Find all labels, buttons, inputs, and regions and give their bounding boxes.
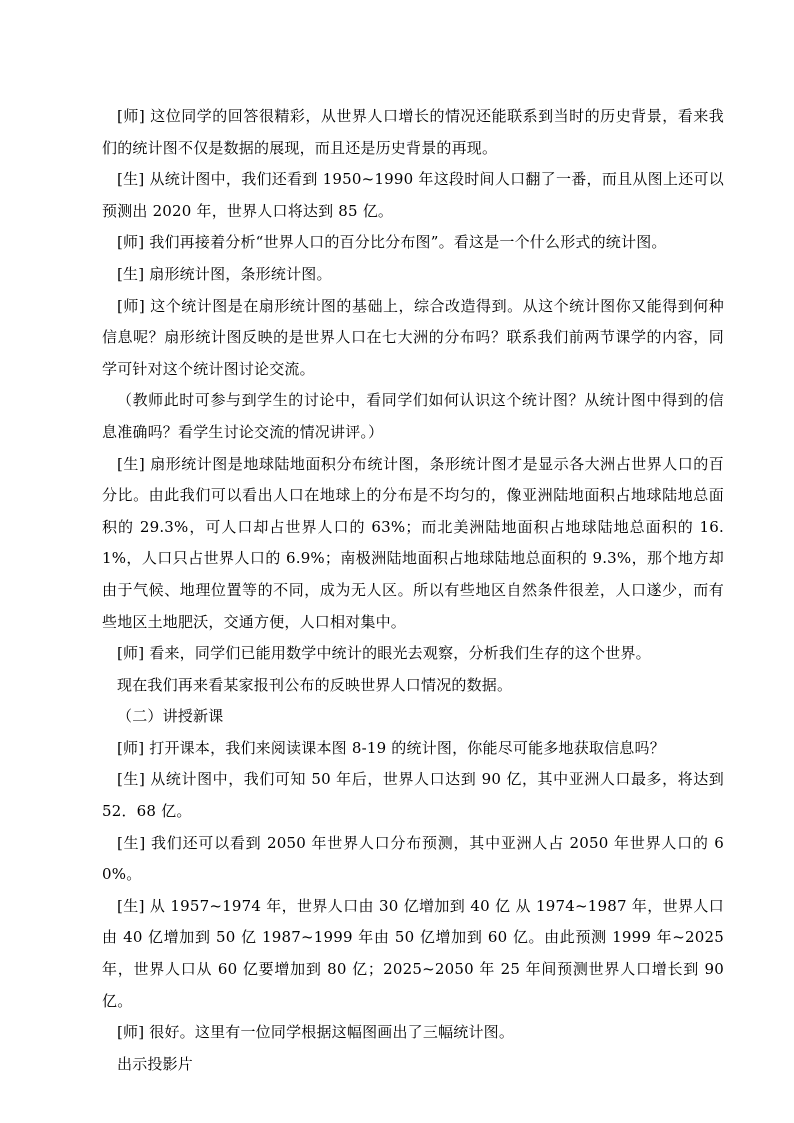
paragraph-teacher-comment: [师] 这位同学的回答很精彩，从世界人口增长的情况还能联系到当时的历史背景，看来我们的统计图不仅是数据的展现，而且还是历史背景的再现。	[102, 107, 724, 157]
paragraph-student-chart-types: [生] 扇形统计图，条形统计图。	[117, 264, 332, 283]
document-body	[102, 101, 724, 1080]
paragraph-teacher-summary: [师] 看来，同学们已能用数学中统计的眼光去观察，分析我们生存的这个世界。	[117, 644, 651, 663]
paragraph-student-distribution: [生] 扇形统计图是地球陆地面积分布统计图，条形统计图才是显示各大洲占世界人口的百分比。由此我们可以看出人口在地球上的分布是不均匀的，像亚洲陆地面积占地球陆地总面积的 29.3%，可人口却占世界人口的 63%；而北美洲陆地面积占地球陆地总面积的 16.1%，人口只占世界人口的 6.9%；南极洲陆地面积占地球陆地总面积的 9.3%，那个地方却由于气候、地理位置等的不同，成为无人区。所以有些地区自然条件很差，人口遂少，而有些地区土地肥沃，交通方便，人口相对集中。	[102, 454, 724, 631]
paragraph-student-population-doubling: [生] 从统计图中，我们还看到 1950~1990 年这段时间人口翻了一番，而且从图上还可以预测出 2020 年，世界人口将达到 85 亿。	[102, 170, 724, 220]
section-heading-new-lesson: （二）讲授新课	[117, 707, 224, 726]
paragraph-newspaper-data: 现在我们再来看某家报刊公布的反映世界人口情况的数据。	[117, 675, 513, 694]
paragraph-student-2050-prediction: [生] 我们还可以看到 2050 年世界人口分布预测，其中亚洲人占 2050 年世界人口的 60%。	[102, 833, 724, 884]
paragraph-student-growth-timeline: [生] 从 1957~1974 年，世界人口由 30 亿增加到 40 亿 从 1974~1987 年，世界人口由 40 亿增加到 50 亿 1987~1999 年由 50 亿增加到 60 亿。由此预测 1999 年~2025 年，世界人口从 60 亿要增加到 80 亿；2025~2050 年 25 年间预测世界人口增长到 90 亿。	[102, 896, 724, 1010]
paragraph-teacher-three-charts: [师] 很好。这里有一位同学根据这幅图画出了三幅统计图。	[117, 1023, 515, 1042]
paragraph-teacher-note: （教师此时可参与到学生的讨论中，看同学们如何认识这个统计图？从统计图中得到的信息准确吗？看学生讨论交流的情况讲评。）	[102, 391, 724, 441]
paragraph-show-slide: 出示投影片	[117, 1054, 194, 1073]
paragraph-teacher-chart-info: [师] 这个统计图是在扇形统计图的基础上，综合改造得到。从这个统计图你又能得到何种信息呢？扇形统计图反映的是世界人口在七大洲的分布吗？联系我们前两节课学的内容，同学可针对这个统计图讨论交流。	[102, 296, 724, 378]
paragraph-teacher-percentage-chart: [师] 我们再接着分析“世界人口的百分比分布图”。看这是一个什么形式的统计图。	[117, 233, 667, 252]
paragraph-student-asia-population: [生] 从统计图中，我们可知 50 年后，世界人口达到 90 亿，其中亚洲人口最多，将达到 52．68 亿。	[102, 770, 724, 821]
paragraph-teacher-textbook: [师] 打开课本，我们来阅读课本图 8-19 的统计图，你能尽可能多地获取信息吗？	[117, 738, 665, 757]
